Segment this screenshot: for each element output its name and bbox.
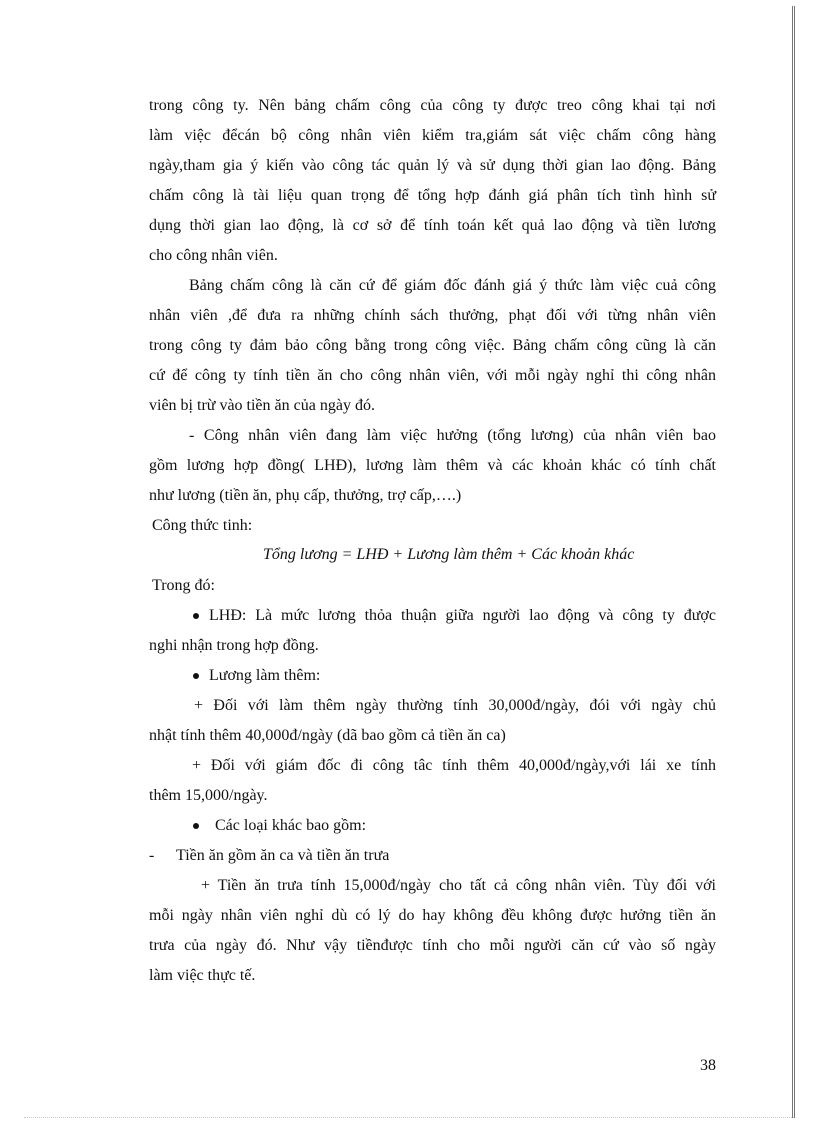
- text-line: ngày,tham gia ý kiến vào công tác quản lý và sử dụng thời gian lao động. Bảng: [149, 157, 716, 174]
- text-line: làm việc đểcán bộ công nhân viên kiểm tra,giám sát việc chấm công hàng: [149, 127, 716, 144]
- text-line: - Công nhân viên đang làm việc hưởng (tổng lương) của nhân viên bao: [189, 427, 716, 444]
- list-item: LHĐ: Là mức lương thỏa thuận giữa người lao động và công ty được: [209, 607, 716, 624]
- text-line: cứ để công ty tính tiền ăn cho công nhân viên, với mỗi ngày nghỉ thi công nhân: [149, 367, 716, 384]
- text-line: nhật tính thêm 40,000đ/ngày (dã bao gồm cả tiền ăn ca): [149, 727, 506, 744]
- bullet-icon: [193, 673, 199, 679]
- text-line: Công thức tinh:: [152, 517, 253, 534]
- text-line: trong công ty. Nên bảng chấm công của công ty được treo công khai tại nơi: [149, 97, 716, 114]
- text-line: trong công ty đảm bảo công bằng trong công việc. Bảng chấm công cũng là căn: [149, 337, 716, 354]
- text-line: + Đối với giám đốc đi công tâc tính thêm 40,000đ/ngày,với lái xe tính: [192, 757, 716, 774]
- bullet-icon: [193, 823, 199, 829]
- text-line: trưa của ngày đó. Như vậy tiềnđược tính cho mỗi người căn cứ vào số ngày: [149, 937, 716, 954]
- formula: Tổng lương = LHĐ + Lương làm thêm + Các khoản khác: [263, 546, 635, 563]
- page-border-bottom: [24, 1117, 794, 1118]
- page-border-right: [792, 6, 795, 1118]
- list-item: Tiền ăn gồm ăn ca và tiền ăn trưa: [176, 847, 390, 864]
- list-item: Các loại khác bao gồm:: [215, 817, 367, 834]
- bullet-icon: [193, 613, 199, 619]
- text-line: thêm 15,000/ngày.: [149, 787, 268, 804]
- text-line: nghi nhận trong hợp đồng.: [149, 637, 319, 654]
- page-number: 38: [700, 1057, 716, 1074]
- text-line: mỗi ngày nhân viên nghỉ dù có lý do hay không đều không được hưởng tiền ăn: [149, 907, 716, 924]
- text-line: Trong đó:: [152, 577, 215, 594]
- text-line: nhân viên ,để đưa ra những chính sách thưởng, phạt đối với từng nhân viên: [149, 307, 716, 324]
- text-line: làm việc thực tế.: [149, 967, 256, 984]
- text-line: viên bị trừ vào tiền ăn của ngày đó.: [149, 397, 375, 414]
- text-line: gồm lương hợp đồng( LHĐ), lương làm thêm và các khoản khác có tính chất: [149, 457, 716, 474]
- text-line: chấm công là tài liệu quan trọng để tổng hợp đánh giá phân tích tình hình sử: [149, 187, 716, 204]
- text-line: + Đối với làm thêm ngày thường tính 30,000đ/ngày, đói với ngày chủ: [194, 697, 716, 714]
- text-line: như lương (tiền ăn, phụ cấp, thưởng, trợ cấp,….): [149, 487, 462, 504]
- text-line: + Tiền ăn trưa tính 15,000đ/ngày cho tất cả công nhân viên. Tùy đối với: [201, 877, 716, 894]
- text-line: Bảng chấm công là căn cứ để giám đốc đánh giá ý thức làm việc cuả công: [189, 277, 716, 294]
- dash-marker: -: [149, 847, 155, 864]
- text-line: cho công nhân viên.: [149, 247, 278, 264]
- list-item: Lương làm thêm:: [209, 667, 321, 684]
- text-line: dụng thời gian lao động, là cơ sở để tính toán kết quả lao động và tiền lương: [149, 217, 716, 234]
